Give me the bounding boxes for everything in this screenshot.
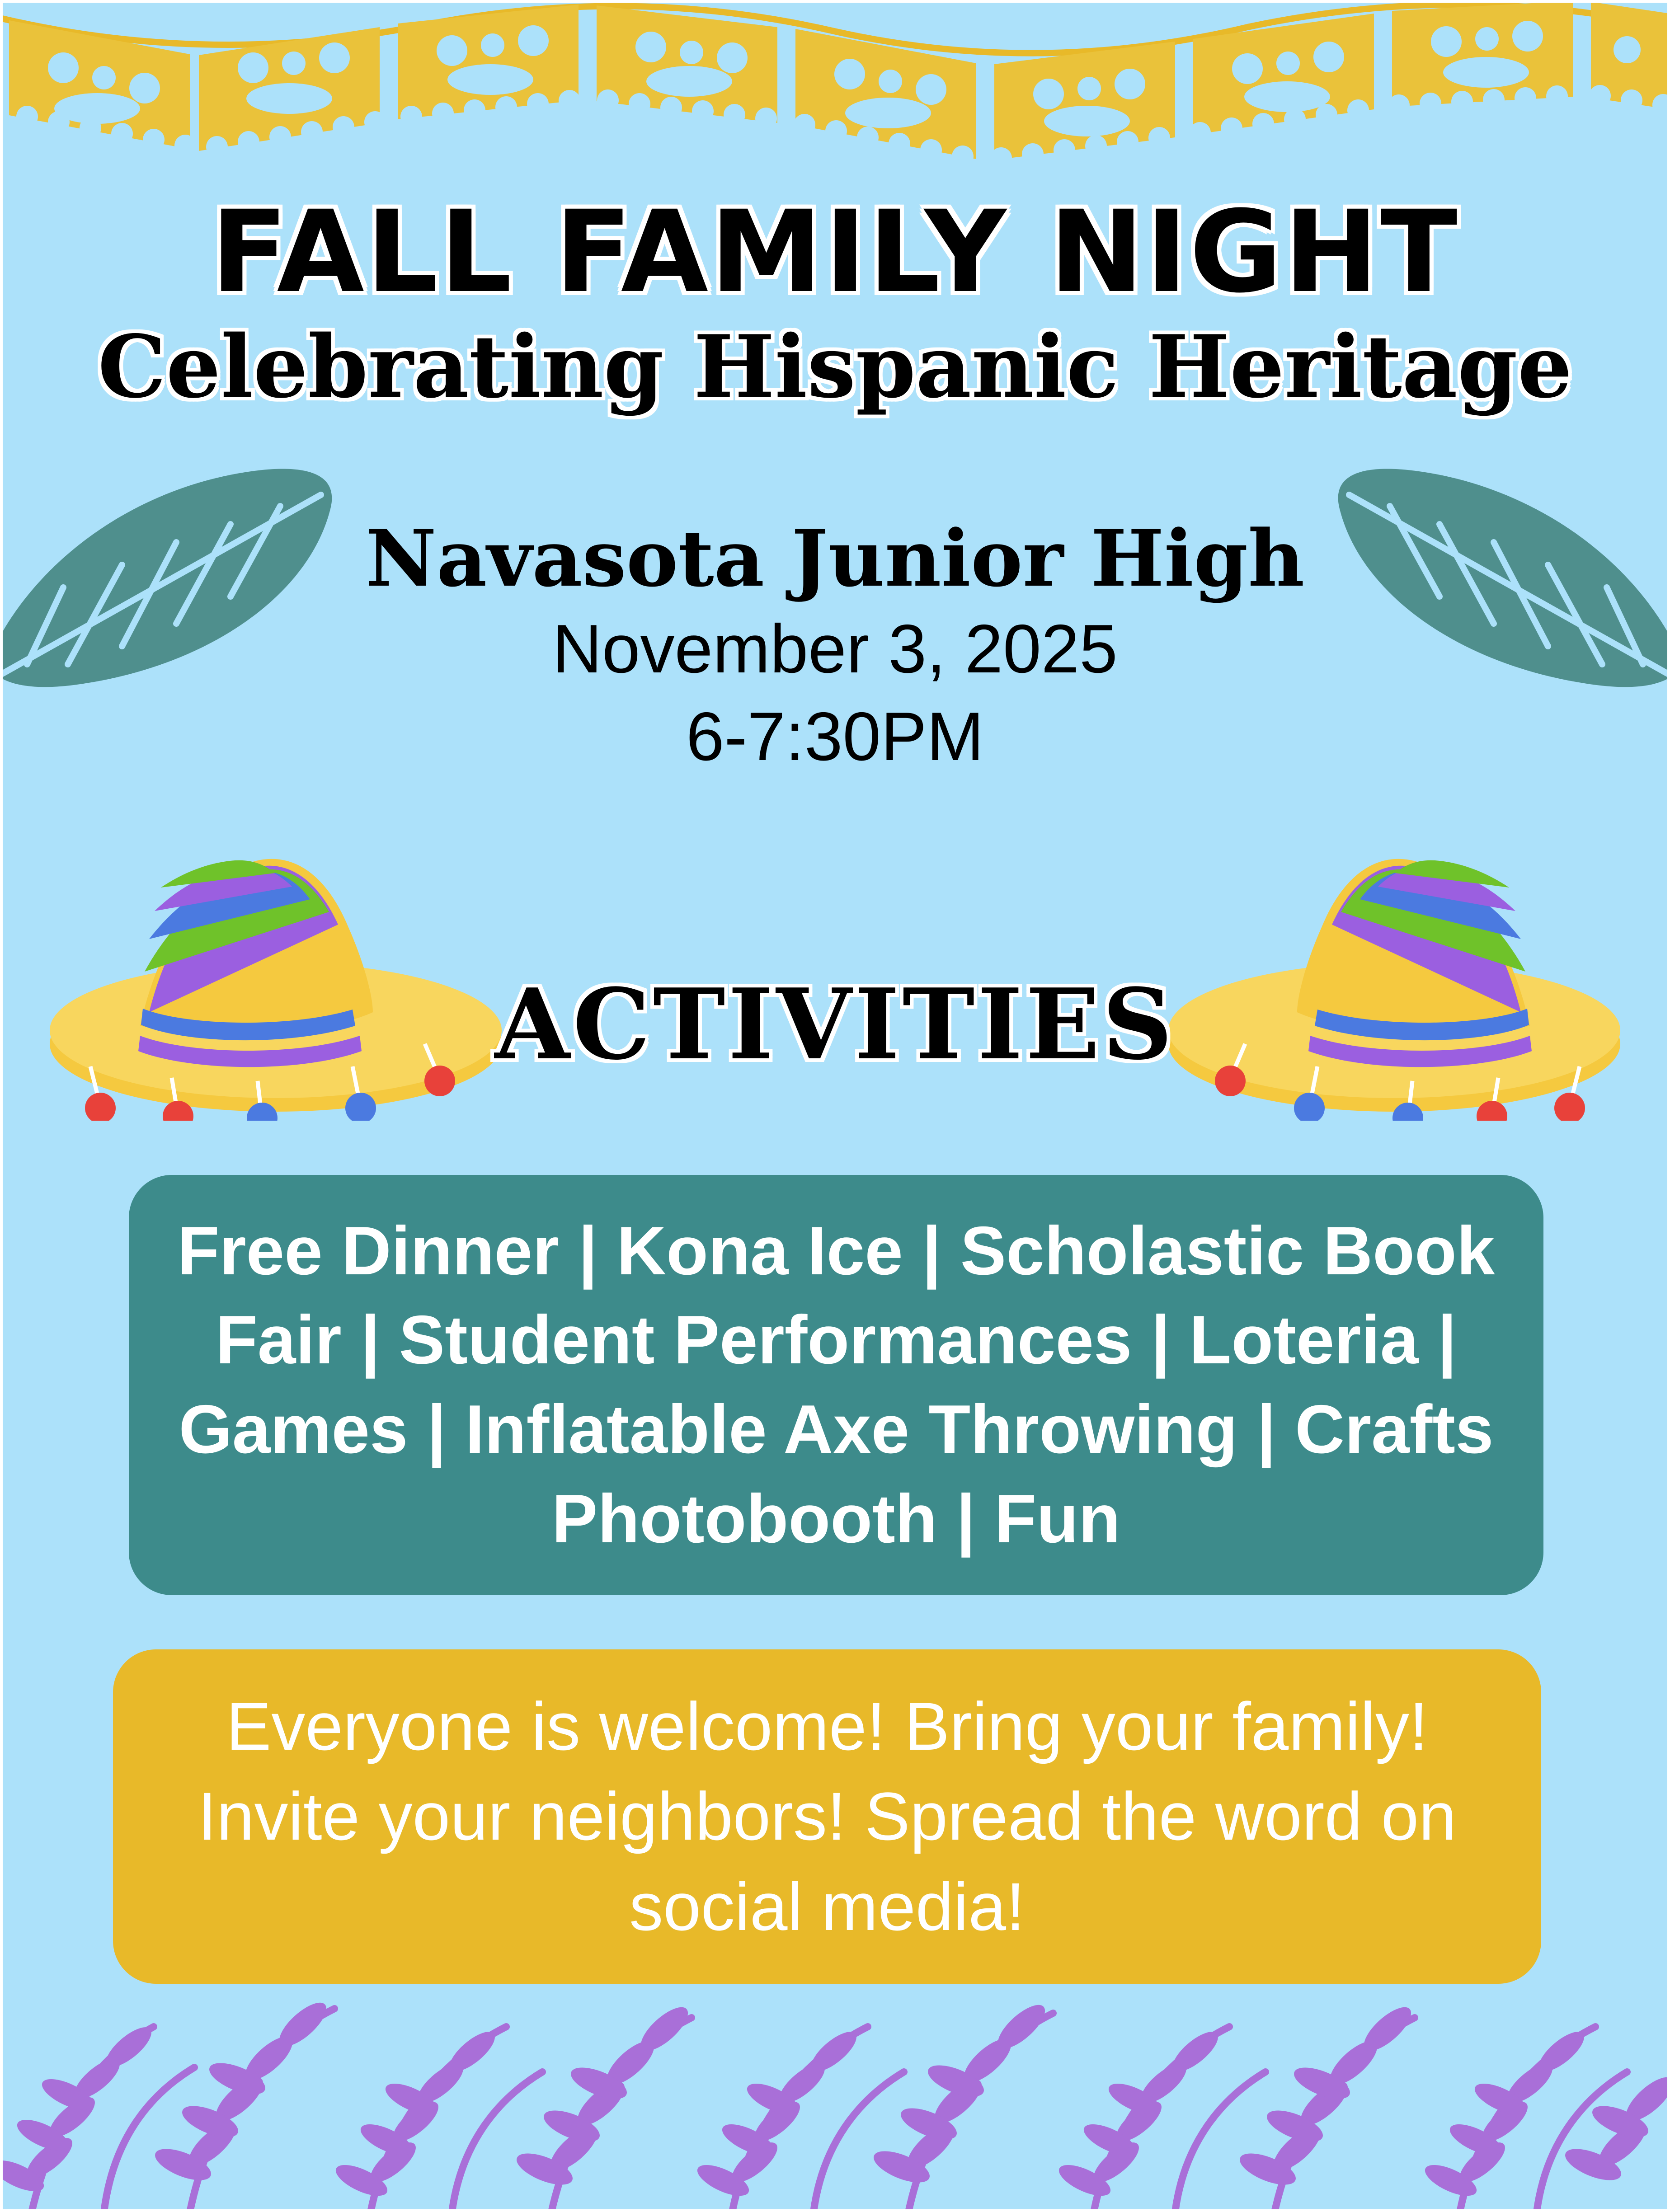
papel-picado-banner bbox=[0, 0, 1670, 181]
poster-heading-group bbox=[0, 186, 1670, 417]
activities-heading: ACTIVITIES bbox=[494, 967, 1176, 1081]
activities-list: Free Dinner | Kona Ice | Scholastic Book Fair | Student Performances | Loteria | Games | Inflatable Axe Throwing | Crafts Photobooth | Fun bbox=[177, 1212, 1495, 1557]
event-time: 6-7:30PM bbox=[686, 698, 984, 775]
event-venue: Navasota Junior High bbox=[365, 512, 1305, 604]
welcome-message: Everyone is welcome! Bring your family! Invite your neighbors! Spread the word on social media! bbox=[198, 1688, 1457, 1944]
page-subtitle: Celebrating Hispanic Heritage bbox=[98, 316, 1572, 417]
welcome-panel bbox=[113, 1649, 1541, 1984]
event-details bbox=[0, 512, 1670, 778]
event-date: November 3, 2025 bbox=[552, 610, 1118, 687]
activities-panel bbox=[129, 1175, 1543, 1595]
page-title: FALL FAMILY NIGHT bbox=[211, 186, 1459, 318]
